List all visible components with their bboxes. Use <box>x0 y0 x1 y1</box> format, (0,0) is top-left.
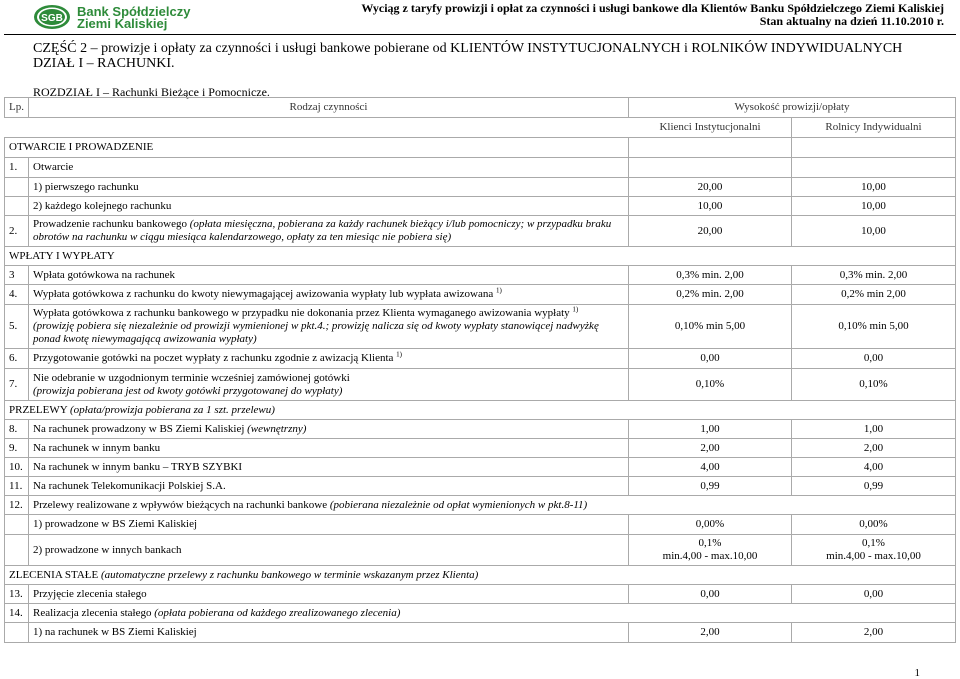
fee-farmers: 4,00 <box>792 458 956 477</box>
row-lp: 2. <box>5 216 29 247</box>
section-standing-cell <box>5 566 956 585</box>
table-row <box>5 266 956 285</box>
fee-farmers: 0,00 <box>792 349 956 369</box>
row-name: Przelewy realizowane z wpływów bieżących na rachunki bankowe <box>33 498 328 511</box>
row-name-cell <box>29 420 629 439</box>
section-standing-orders: ZLECENIA STAŁE <box>9 568 99 581</box>
table-header-row <box>5 98 956 118</box>
row-name: Realizacja zlecenia stałego <box>33 606 152 619</box>
row-lp: 3 <box>5 266 29 285</box>
page-number: 1 <box>914 667 920 679</box>
fee-farmers: 10,00 <box>792 178 956 197</box>
fee-institutional: 0,2% min. 2,00 <box>629 285 792 305</box>
row-name: Otwarcie <box>29 158 629 178</box>
table-row <box>5 515 956 535</box>
fee-institutional: 20,00 <box>629 178 792 197</box>
col-header-fee: Wysokość prowizji/opłaty <box>629 98 956 118</box>
part-title: CZĘŚĆ 2 – prowizje i opłaty za czynności i usługi bankowe pobierane od KLIENTÓW INSTYTUCJONALNYCH i ROLNIKÓW INDYWIDUALNYCH DZIAŁ I – RACHUNKI. <box>33 41 903 71</box>
table-row <box>5 158 956 178</box>
row-note: (opłata pobierana od każdego zrealizowanego zlecenia) <box>154 606 401 619</box>
table-row <box>5 178 956 197</box>
row-lp: 14. <box>5 604 29 623</box>
sgb-logo-icon <box>33 4 71 30</box>
logo-bank-region: Ziemi Kaliskiej <box>77 16 168 31</box>
section-open: OTWARCIE I PROWADZENIE <box>5 138 629 158</box>
row-name: 1) na rachunek w BS Ziemi Kaliskiej <box>29 623 629 643</box>
fee-institutional: 0,00% <box>629 515 792 535</box>
row-lp: 1. <box>5 158 29 178</box>
fee-institutional: 4,00 <box>629 458 792 477</box>
footnote-mark: 1) <box>496 286 502 295</box>
fee-farmers: 0,10% <box>792 369 956 401</box>
row-name: Na rachunek w innym banku – TRYB SZYBKI <box>29 458 629 477</box>
row-name: Wypłata gotówkowa z rachunku do kwoty niewymagającej awizowania wypłaty lub wypłata awizowana <box>33 288 494 300</box>
document-title: Wyciąg z taryfy prowizji i opłat za czynności i usługi bankowe dla Klientów Banku Spółdzielczego Ziemi Kaliskiej <box>361 1 944 15</box>
row-name: Wypłata gotówkowa z rachunku bankowego w przypadku nie dokonania przez Klienta wymaganego awizowania wypłaty <box>33 307 570 319</box>
row-name: 2) każdego kolejnego rachunku <box>29 197 629 216</box>
row-note: (pobierana niezależnie od opłat wymienionych w pkt.8-11) <box>329 498 588 511</box>
section-row <box>5 566 956 585</box>
bank-logo <box>33 4 191 31</box>
col-header-institutional: Klienci Instytucjonalni <box>629 118 792 138</box>
row-lp: 11. <box>5 477 29 496</box>
fee-farmers: 0,2% min 2,00 <box>792 285 956 305</box>
fee-rate: 0,1% <box>862 537 885 549</box>
fee-farmers: 10,00 <box>792 216 956 247</box>
row-lp: 12. <box>5 496 29 515</box>
fee-farmers: 10,00 <box>792 197 956 216</box>
row-name: 1) pierwszego rachunku <box>29 178 629 197</box>
fee-institutional: 2,00 <box>629 623 792 643</box>
table-row <box>5 458 956 477</box>
fee-institutional: 0,00 <box>629 585 792 604</box>
logo-badge-text: SGB <box>41 13 63 24</box>
col-header-farmers: Rolnicy Indywidualni <box>792 118 956 138</box>
fee-institutional: 0,99 <box>629 477 792 496</box>
fee-farmers: 0,10% min 5,00 <box>792 305 956 349</box>
table-row <box>5 420 956 439</box>
document-date: Stan aktualny na dzień 11.10.2010 r. <box>759 14 944 28</box>
logo-bank-name: Bank Spółdzielczy <box>77 4 191 19</box>
table-row <box>5 197 956 216</box>
footnote-mark: 1) <box>396 350 403 359</box>
row-name: 2) prowadzone w innych bankach <box>29 535 629 566</box>
row-lp: 4. <box>5 285 29 305</box>
fee-institutional: 10,00 <box>629 197 792 216</box>
col-header-type: Rodzaj czynności <box>29 98 629 118</box>
row-lp: 6. <box>5 349 29 369</box>
row-name-cell <box>29 369 629 401</box>
section-note: (automatyczne przelewy z rachunku bankowego w terminie wskazanym przez Klienta) <box>101 568 479 581</box>
fee-farmers-cell <box>792 535 956 566</box>
row-name: Na rachunek w innym banku <box>29 439 629 458</box>
row-name: Wpłata gotówkowa na rachunek <box>29 266 629 285</box>
row-name: Na rachunek prowadzony w BS Ziemi Kaliskiej <box>33 422 245 435</box>
row-name: 1) prowadzone w BS Ziemi Kaliskiej <box>29 515 629 535</box>
row-name: Prowadzenie rachunku bankowego <box>33 218 187 230</box>
section-cash: WPŁATY I WYPŁATY <box>5 247 629 266</box>
fee-institutional: 0,3% min. 2,00 <box>629 266 792 285</box>
table-row <box>5 477 956 496</box>
col-header-lp: Lp. <box>5 98 29 118</box>
row-lp: 13. <box>5 585 29 604</box>
header-divider <box>4 34 956 35</box>
row-lp: 5. <box>5 305 29 349</box>
row-name: Przygotowanie gotówki na poczet wypłaty z rachunku zgodnie z awizacją Klienta <box>33 352 394 364</box>
table-row <box>5 305 956 349</box>
fee-institutional: 0,00 <box>629 349 792 369</box>
table-row <box>5 285 956 305</box>
row-name-cell <box>29 305 629 349</box>
table-row <box>5 585 956 604</box>
table-row <box>5 623 956 643</box>
section-row <box>5 247 956 266</box>
table-row <box>5 369 956 401</box>
row-name: Przyjęcie zlecenia stałego <box>29 585 629 604</box>
fee-institutional: 20,00 <box>629 216 792 247</box>
row-note: (opłata miesięczna, pobierana za każdy rachunek bieżący i/lub pomocniczy; w przypadku braku obrotów na rachunku w ciągu miesiąca kalendarzowego, opłaty za ten miesiąc nie pobiera się) <box>33 218 612 243</box>
row-name: Na rachunek Telekomunikacji Polskiej S.A. <box>29 477 629 496</box>
fee-institutional: 0,10% min 5,00 <box>629 305 792 349</box>
fee-institutional: 0,10% <box>629 369 792 401</box>
table-subheader-row <box>5 118 956 138</box>
fee-range: min.4,00 - max.10,00 <box>826 550 921 562</box>
fee-rate: 0,1% <box>698 537 722 549</box>
row-note: (prowizję pobiera się niezależnie od prowizji wymienionej w pkt.4.; prowizję nalicza się od kwoty wypłaty stanowiącej nadwyżkę ponad kwotę niewymagającą awizowania wypłaty) <box>33 320 599 345</box>
fee-farmers: 2,00 <box>792 439 956 458</box>
table-row <box>5 439 956 458</box>
table-row <box>5 496 956 515</box>
fee-table <box>4 97 956 643</box>
fee-institutional-cell <box>629 535 792 566</box>
section-note: (opłata/prowizja pobierana za 1 szt. przelewu) <box>70 403 275 416</box>
fee-institutional: 2,00 <box>629 439 792 458</box>
fee-farmers: 2,00 <box>792 623 956 643</box>
document-header <box>361 2 944 28</box>
row-name-cell <box>29 285 629 305</box>
row-name-cell <box>29 216 629 247</box>
fee-institutional: 1,00 <box>629 420 792 439</box>
table-row <box>5 216 956 247</box>
row-name-cell <box>29 496 956 515</box>
section-row <box>5 401 956 420</box>
footnote-mark: 1) <box>572 305 579 314</box>
section-row <box>5 138 956 158</box>
row-name-cell <box>29 349 629 369</box>
chapter-title: ROZDZIAŁ I – Rachunki Bieżące i Pomocnicze. <box>33 85 270 99</box>
section-transfers: PRZELEWY <box>9 403 68 416</box>
fee-farmers: 0,99 <box>792 477 956 496</box>
fee-range: min.4,00 - max.10,00 <box>662 550 758 562</box>
table-row <box>5 604 956 623</box>
row-note: (prowizja pobierana jest od kwoty gotówki przygotowanej do wypłaty) <box>33 384 343 397</box>
table-row <box>5 349 956 369</box>
section-transfers-cell <box>5 401 956 420</box>
row-note: (wewnętrzny) <box>247 422 307 435</box>
fee-farmers: 0,00% <box>792 515 956 535</box>
row-lp: 8. <box>5 420 29 439</box>
row-lp: 7. <box>5 369 29 401</box>
row-lp: 9. <box>5 439 29 458</box>
table-row <box>5 535 956 566</box>
row-lp: 10. <box>5 458 29 477</box>
fee-farmers: 1,00 <box>792 420 956 439</box>
row-name: Nie odebranie w uzgodnionym terminie wcześniej zamówionej gotówki <box>33 371 350 384</box>
row-name-cell <box>29 604 956 623</box>
fee-farmers: 0,00 <box>792 585 956 604</box>
fee-farmers: 0,3% min. 2,00 <box>792 266 956 285</box>
